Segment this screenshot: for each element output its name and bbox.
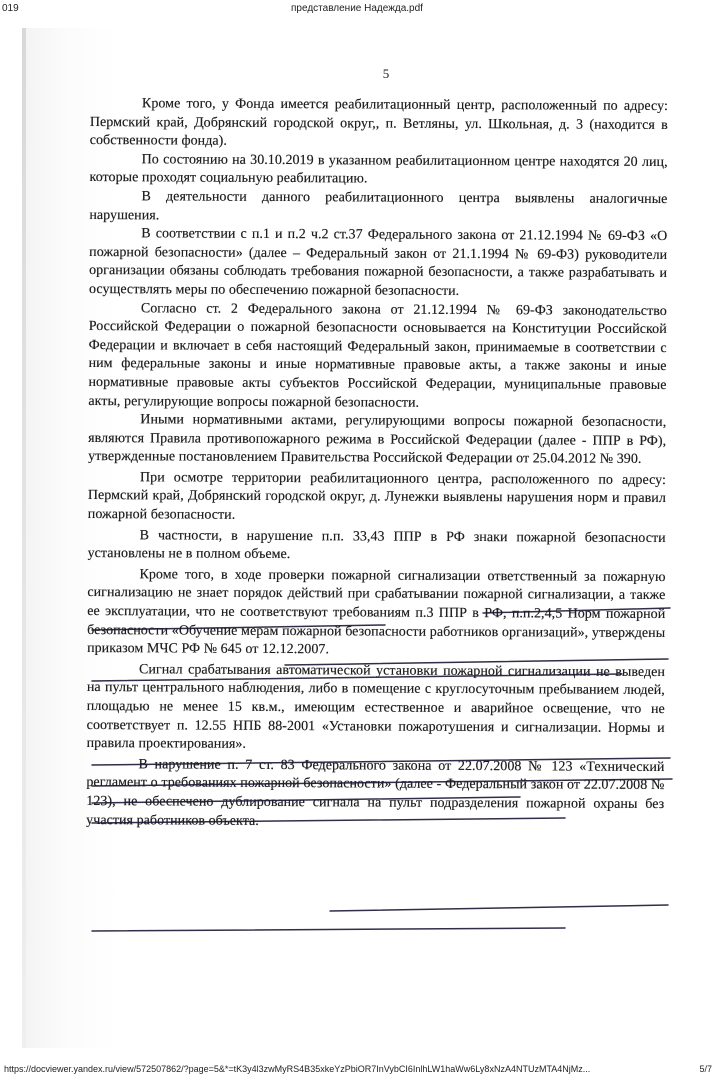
paragraph-safety-signs: В частности, в нарушение п.п. 33,43 ППР в РФ знаки пожарной безопасности установлены не в полном объеме. [87,527,666,563]
page-number: 5 [382,66,390,81]
browser-print-footer [0,1063,714,1077]
paragraph-legislation: Согласно ст. 2 Федерального закона от 21.12.1994 № 69-ФЗ законодательство Российской Федерации о пожарной безопасности основывается на Конституции Российской Федерации и включает в себя настоящий Федеральный закон, принимаемые в соответствии с ним федеральные законы и иные нормативные правовые акты, а также законы и иные нормативные правовые акты субъектов Российской Федерации, муниципальные правовые акты, регулирующие вопросы пожарной безопасности. [88,300,667,411]
paragraph-normative-acts: Иными нормативными актами, регулирующими вопросы пожарной безопасности, являются Правила противопожарного режима в Российской Федерации (далее - ППР в РФ), утвержденные постановлением Правительства Российской Федерации от 25.04.2012 № 390. [88,412,667,468]
paragraph-similar-violations: В деятельности данного реабилитационного центра выявлены аналогичные нарушения. [89,189,668,223]
document-file-name: представление Надежда.pdf [291,3,423,14]
paragraph-signal-duplication: В нарушение п. 7 ст. 83 Федерального закона от 22.07.2008 № 123 «Технический регламент о требованиях пожарной безопасности» (далее - Федеральный закон от 22.07.2008 № 123), не обеспечено дублирование сигнала на пульт подразделения пожарной охраны без участия работников объекта. [86,757,665,829]
paragraph-alarm-signal: Сигнал срабатывания автоматической установки пожарной сигнализации не выведен на пульт центрального наблюдения, либо в помещение с круглосуточным пребыванием людей, площадью не менее 15 кв.м., имеющим естественное и аварийное освещение, что не соответствует п. 12.55 НПБ 88-2001 «Установки пожаротушения и сигнализации. Нормы и правила проектирования». [86,662,666,753]
paragraph-residents-count: По состоянию на 30.10.2019 в указанном реабилитационном центре находятся 20 лиц, которые проходят социальную реабилитацию. [89,152,668,187]
page-url: https://docviewer.yandex.ru/view/572507862/?page=5&*=tK3y4l3zwMyRS4B35xkeYzPbiOR7InVybCI6InlhLW1haWw6Ly8xNzA4NTUzMTA4NjMz... [4,1064,591,1074]
print-date-fragment: 019 [2,3,19,14]
browser-print-header [0,0,714,18]
page-counter: 5/7 [699,1064,712,1074]
paragraph-rehab-center-address: Кроме того, у Фонда имеется реабилитационный центр, расположенный по адресу: Пермский край, Добрянский городской округ,, п. Ветляны, ул. Школьная, д. 3 (находится в собственности фонда). [89,96,668,149]
paragraph-inspection: При осмотре территории реабилитационного центра, расположенного по адресу: Пермский край, Добрянский городской округ, д. Лунежки выявлены нарушения норм и правил пожарной безопасности. [87,470,667,523]
paragraph-alarm-training: Кроме того, в ходе проверки пожарной сигнализации ответственный за пожарную сигнализацию не знает порядок действий при срабатывании пожарной сигнализации, а также ее эксплуатации, что не соответствуют требованиям п.3 ППР в РФ, п.п.2,4,5 Норм пожарной безопасности «Обучение мерам пожарной безопасности работников организаций», утверждены приказом МЧС РФ № 645 от 12.12.2007. [87,567,666,658]
document-body [86,95,668,833]
paragraph-law-duties: В соответствии с п.1 и п.2 ч.2 ст.37 Федерального закона от 21.12.1994 № 69-ФЗ «О пожарной безопасности» (далее – Федеральный закон от 21.1.1994 № 69-ФЗ) руководители организации обязаны соблюдать требования пожарной безопасности, а также разрабатывать и осуществлять меры по обеспечению пожарной безопасности. [88,226,668,299]
